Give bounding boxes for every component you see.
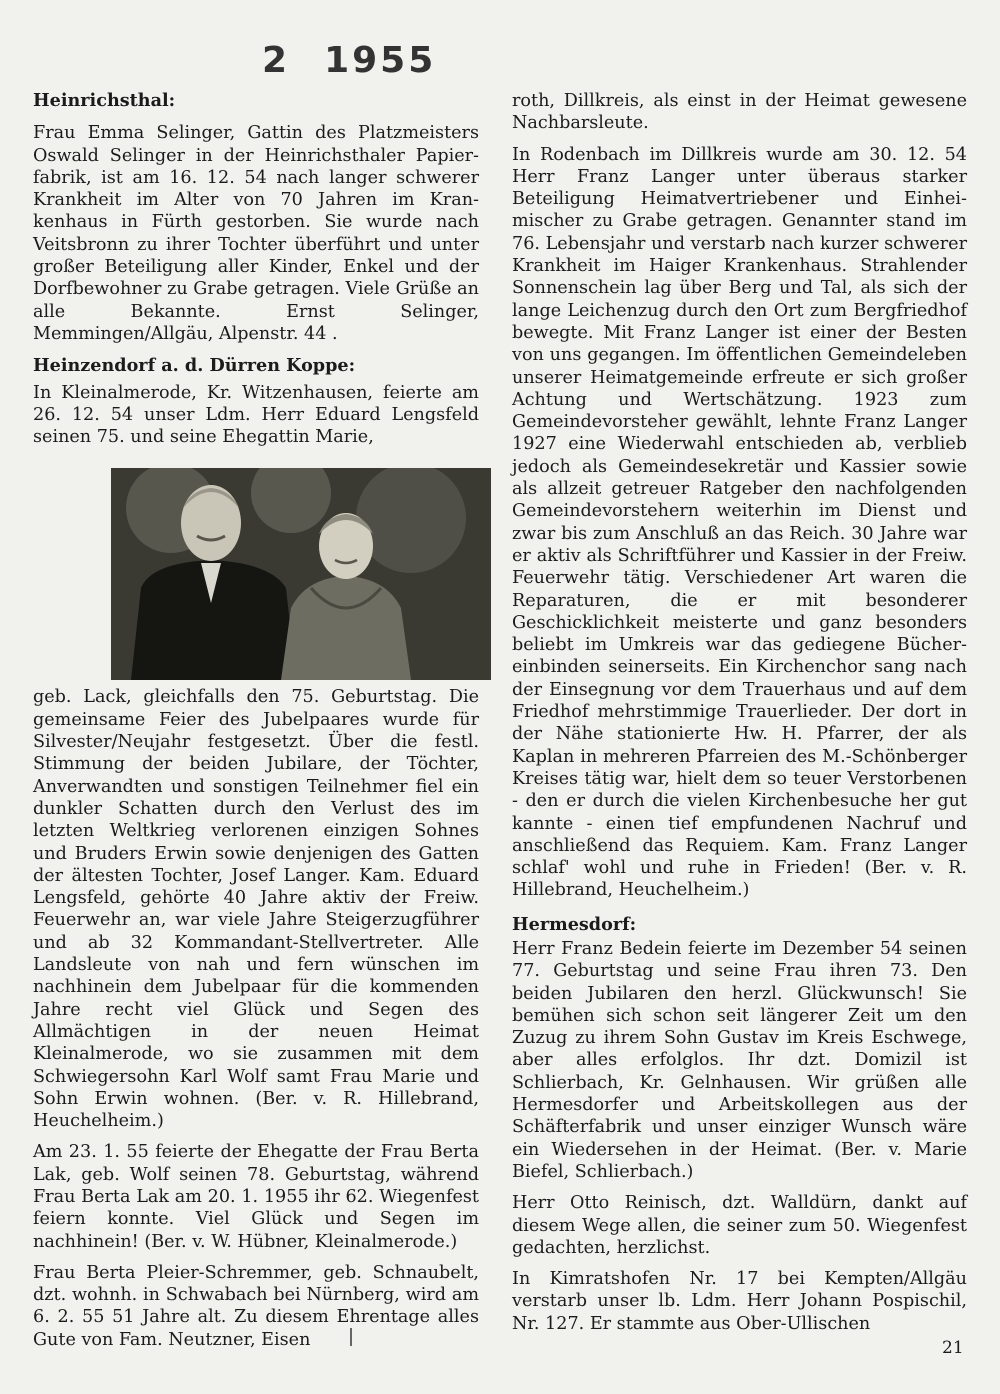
article-paragraph: Frau Berta Pleier-Schremmer, geb. Schnaubelt, dzt. wohnh. in Schwabach bei Nürnberg, wird am 6. 2. 55 51 Jahre alt. Zu diesem Ehrentage alles Gute von Fam. Neutzner, Eisen (33, 1262, 479, 1350)
section-heading-hermesdorf: Hermesdorf: (512, 913, 637, 935)
stamp-number: 2 (262, 40, 291, 81)
left-column (33, 90, 479, 1360)
article-paragraph: Herr Franz Bedein feierte im Dezember 54 seinen 77. Geburtstag und seine Frau ihren 73. Den beiden Jubilaren den herzl. Glückwunsch! Sie bemühen sich schon seit längerer Zeit um den Zuzug zu ihrem Sohn Gustav im Kreis Eschwege, aber alles erfolglos. Ihr dzt. Domizil ist Schlierbach, Kr. Gelnhausen. Wir grüßen alle Hermesdorfer und Arbeitskollegen aus der Schäfterfabrik und unser einziger Wunsch wäre ein Wiedersehen in der Heimat. (Ber. v. Marie Biefel, Schlierbach.) (512, 938, 967, 1182)
print-mark (350, 1328, 352, 1346)
date-stamp (262, 40, 470, 81)
article-paragraph: roth, Dillkreis, als einst in der Heimat gewesene Nachbarsleute. (512, 91, 967, 134)
photo-illustration (111, 468, 491, 680)
article-paragraph: Am 23. 1. 55 feierte der Ehegatte der Frau Berta Lak, geb. Wolf seinen 78. Geburtstag, während Frau Berta Lak am 20. 1. 1955 ihr 62. Wiegenfest feiern konnte. Viel Glück und Segen im nachhinein! (Ber. v. W. Hübner, Kleinalmerode.) (33, 1142, 479, 1252)
article-paragraph: In Rodenbach im Dillkreis wurde am 30. 12. 54 Herr Franz Langer unter überaus starker Beteiligung Heimatvertriebener und Einheimischer zu Grabe getragen. Genannter stand im 76. Lebensjahr und verstarb nach kurzer schwerer Krankheit im Haiger Krankenhaus. Strahlender Sonnenschein lag über Berg und Tal, als sich der lange Leichenzug durch den Ort zum Bergfriedhof bewegte. Mit Franz Langer ist einer der Besten von uns gegangen. Im öffentlichen Gemeindeleben unserer Heimatgemeinde erfreute er sich großer Achtung und Wertschätzung. 1923 zum Gemeindevorsteher gewählt, lehnte Franz Langer 1927 eine Wiederwahl entschieden ab, verblieb jedoch als Gemeindesekretär und Kassier sowie als allzeit getreuer Ratgeber den nachfolgenden Gemeindevorstehern weiterhin im Dienst und zwar bis zum Anschluß an das Reich. 30 Jahre war er aktiv als Schriftführer und Kassier in der Freiw. Feuerwehr tätig. Verschiedener Art waren die Reparaturen, die er mit besonderer Geschicklichkeit meisterte und ganz besonders beliebt im Umkreis war das gediegene Büchereinbinden seinerseits. Ein Kirchenchor sang nach der Einsegnung vor dem Trauerhaus und auf dem Friedhof mehrstimmige Trauerlieder. Der dort in der Nähe stationierte Hw. H. Pfarrer, der als Kaplan in mehreren Pfarreien des M.-Schönberger Kreises tätig war, hielt dem so teuer Verstorbenen - den er durch die vielen Kirchenbesuche her gut kannte - einen tief empfundenen Nachruf und anschließend das Requiem. Kam. Franz Langer schlaf' wohl und ruhe in Frieden! (Ber. v. R. Hillebrand, Heuchelheim.) (512, 144, 967, 901)
article-paragraph: In Kimratshofen Nr. 17 bei Kempten/Allgäu verstarb unser lb. Ldm. Herr Johann Pospischil, Nr. 127. Er stammte aus Ober-Ullischen (512, 1269, 967, 1334)
stamp-year: 1955 (324, 40, 437, 81)
article-paragraph: Frau Emma Selinger, Gattin des Platzmeisters Oswald Selinger in der Heinrichsthaler Papierfabrik, ist am 16. 12. 54 nach langer schwerer Krankheit im Alter von 70 Jahren im Krankenhaus in Fürth gestorben. Sie wurde nach Veitsbronn zu ihrer Tochter überführt und unter großer Beteiligung aller Kinder, Enkel und der Dorfbewohner zu Grabe getragen. Viele Grüße an alle Bekannte. Ernst Selinger, Memmingen/Allgäu, Alpenstr. 44 . (33, 123, 479, 344)
section-heading-heinzendorf: Heinzendorf a. d. Dürren Koppe: (33, 355, 356, 377)
right-column (512, 90, 967, 1344)
couple-photograph (111, 468, 491, 680)
article-paragraph: In Kleinalmerode, Kr. Witzenhausen, feierte am 26. 12. 54 unser Ldm. Herr Eduard Lengsfeld seinen 75. und seine Ehegattin Marie, (33, 382, 479, 448)
article-paragraph: geb. Lack, gleichfalls den 75. Geburtstag. Die gemeinsame Feier des Jubelpaares wurde für Silvester/Neujahr festgesetzt. Über die festl. Stimmung der beiden Jubilare, der Töchter, Anverwandten und sonstigen Teilnehmer fiel ein dunkler Schatten durch den Verlust des im letzten Weltkrieg verlorenen einzigen Sohnes und Bruders Erwin sowie denjenigen des Gatten der ältesten Tochter, Josef Langer. Kam. Eduard Lengsfeld, gehörte 40 Jahre aktiv der Freiw. Feuerwehr an, war viele Jahre Steigerzugführer und ab 32 Kommandant-Stellvertreter. Alle Landsleute von nah und fern wünschen im nachhinein dem Jubelpaar für die kommenden Jahre recht viel Glück und Segen des Allmächtigen in der neuen Heimat Kleinalmerode, wo sie zusammen mit dem Schwiegersohn Karl Wolf samt Frau Marie und Sohn Erwin wohnen. (Ber. v. R. Hillebrand, Heuchelheim.) (33, 687, 479, 1132)
section-heading-heinrichsthal: Heinrichsthal: (33, 90, 176, 111)
article-paragraph: Herr Otto Reinisch, dzt. Walldürn, dankt auf diesem Wege allen, die seiner zum 50. Wiegenfest gedachten, herzlichst. (512, 1193, 967, 1258)
page-number: 21 (942, 1338, 964, 1358)
